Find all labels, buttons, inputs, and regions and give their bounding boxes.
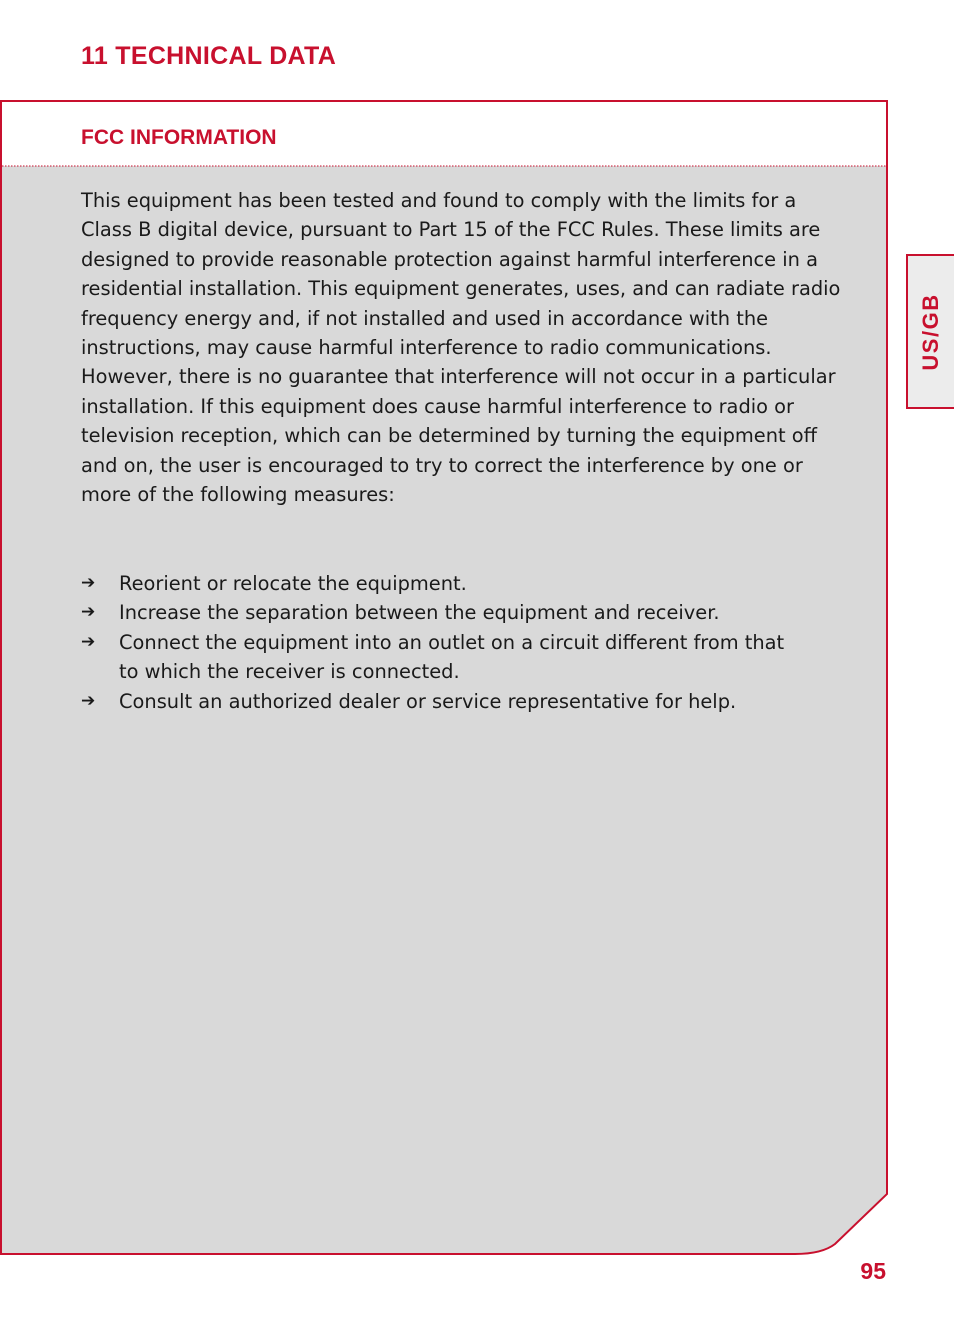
list-item-text: Reorient or relocate the equipment. — [119, 572, 467, 595]
measures-list — [81, 569, 841, 716]
arrow-right-icon: ➔ — [81, 573, 96, 593]
page-number: 95 — [860, 1258, 886, 1284]
list-item-text: Increase the separation between the equipment and receiver. — [119, 601, 720, 625]
language-tab — [906, 254, 954, 409]
list-item-text: Connect the equipment into an outlet on a circuit different from that to which the receiver is connected. — [119, 630, 785, 684]
list-item — [81, 628, 799, 687]
arrow-right-icon: ➔ — [81, 602, 96, 623]
list-item — [81, 598, 799, 627]
list-item — [81, 569, 799, 598]
section-title: FCC INFORMATION — [81, 126, 277, 149]
arrow-right-icon: ➔ — [81, 690, 96, 711]
language-tab-label: US/GB — [918, 292, 943, 371]
arrow-right-icon: ➔ — [81, 631, 96, 652]
fcc-paragraph: This equipment has been tested and found to comply with the limits for a Class B digital device, pursuant to Part 15 of the FCC Rules. These limits are designed to provide reasonable protection against harmful interference in a residential installation. This equipment generates, uses, and can radiate radio frequency energy and, if not installed and used in accordance with the instructions, may cause harmful interference to radio communications. However, there is no guarantee that interference will not occur in a particular installation. If this equipment does cause harmful interference to radio or television reception, which can be determined by turning the equipment off and on, the user is encouraged to try to correct the interference by one or more of the following measures: — [81, 189, 841, 507]
chapter-title: 11 TECHNICAL DATA — [81, 42, 337, 70]
list-item-text: Consult an authorized dealer or service representative for help. — [119, 689, 737, 713]
list-item — [81, 687, 799, 716]
